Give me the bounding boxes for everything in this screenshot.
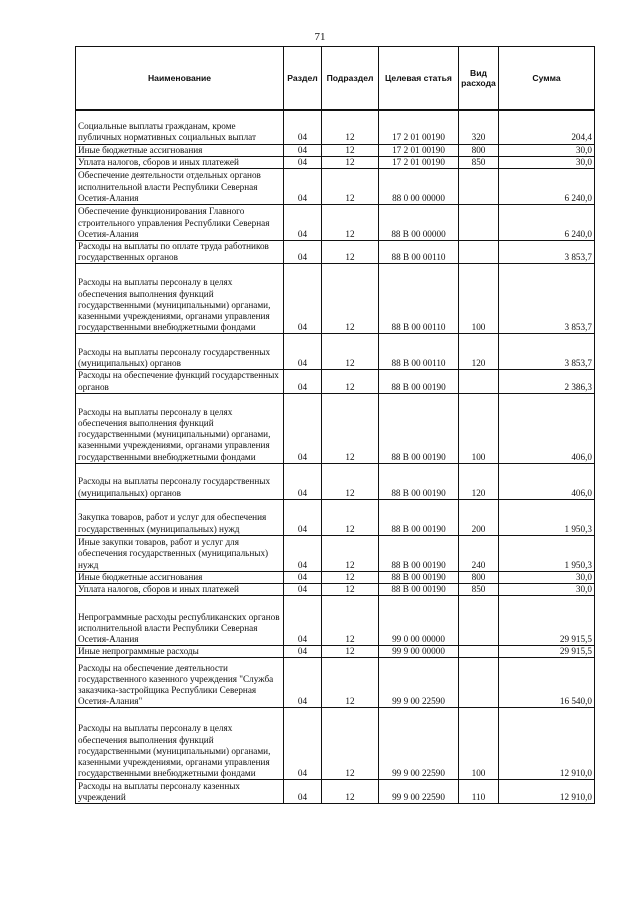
row-amount: 6 240,0	[499, 168, 595, 204]
row-target: 88 В 00 00190	[379, 535, 459, 571]
row-target: 88 В 00 00190	[379, 583, 459, 595]
row-name: Иные непрограммные расходы	[76, 646, 284, 658]
row-name: Расходы на выплаты персоналу в целях обеспечения выполнения функций государственными (муниципальными) органами, казенными учреждениями, органами управления государственными внебюджетными фондами	[76, 708, 284, 780]
table-row	[76, 596, 595, 646]
row-subsection: 12	[322, 646, 379, 658]
table-body	[76, 110, 595, 804]
budget-table	[75, 46, 595, 804]
row-amount: 204,4	[499, 110, 595, 144]
row-section: 04	[284, 463, 322, 499]
row-kind	[459, 370, 499, 393]
row-name: Расходы на обеспечение функций государственных органов	[76, 370, 284, 393]
row-amount: 29 915,5	[499, 596, 595, 646]
row-section: 04	[284, 240, 322, 263]
table-row	[76, 156, 595, 168]
table-row	[76, 110, 595, 144]
row-kind: 110	[459, 780, 499, 804]
row-target: 17 2 01 00190	[379, 144, 459, 156]
row-name: Расходы на выплаты персоналу в целях обеспечения выполнения функций государственными (муниципальными) органами, казенными учреждениями, органами управления государственными внебюджетными фондами	[76, 264, 284, 334]
row-amount: 3 853,7	[499, 240, 595, 263]
row-kind: 850	[459, 156, 499, 168]
table-row	[76, 204, 595, 240]
row-subsection: 12	[322, 370, 379, 393]
row-name: Непрограммные расходы республиканских органов исполнительной власти Республики Северная Осетия-Алания	[76, 596, 284, 646]
row-section: 04	[284, 780, 322, 804]
header-section: Раздел	[284, 47, 322, 111]
row-target: 88 В 00 00190	[379, 370, 459, 393]
table-row	[76, 583, 595, 595]
row-subsection: 12	[322, 393, 379, 463]
row-target: 88 В 00 00190	[379, 571, 459, 583]
row-target: 88 В 00 00000	[379, 204, 459, 240]
row-subsection: 12	[322, 708, 379, 780]
row-subsection: 12	[322, 110, 379, 144]
table-row	[76, 658, 595, 708]
row-name: Уплата налогов, сборов и иных платежей	[76, 156, 284, 168]
header-target: Целевая статья	[379, 47, 459, 111]
row-section: 04	[284, 264, 322, 334]
row-kind	[459, 168, 499, 204]
row-kind: 100	[459, 264, 499, 334]
row-kind: 800	[459, 144, 499, 156]
row-name: Обеспечение функционирования Главного строительного управления Республики Северная Осетия-Алания	[76, 204, 284, 240]
row-subsection: 12	[322, 156, 379, 168]
row-section: 04	[284, 370, 322, 393]
table-row	[76, 168, 595, 204]
row-name: Расходы на обеспечение деятельности государственного казенного учреждения "Служба заказчика-застройщика Республики Северная Осетия-Алания"	[76, 658, 284, 708]
row-section: 04	[284, 204, 322, 240]
row-target: 88 В 00 00190	[379, 499, 459, 535]
row-section: 04	[284, 658, 322, 708]
row-name: Уплата налогов, сборов и иных платежей	[76, 583, 284, 595]
table-row	[76, 499, 595, 535]
row-name: Расходы на выплаты персоналу в целях обеспечения выполнения функций государственными (муниципальными) органами, казенными учреждениями, органами управления государственными внебюджетными фондами	[76, 393, 284, 463]
row-target: 88 В 00 00110	[379, 264, 459, 334]
row-kind	[459, 596, 499, 646]
row-name: Иные закупки товаров, работ и услуг для обеспечения государственных (муниципальных) нужд	[76, 535, 284, 571]
header-kind: Вид расхода	[459, 47, 499, 111]
row-kind: 100	[459, 393, 499, 463]
row-subsection: 12	[322, 780, 379, 804]
row-name: Расходы на выплаты по оплате труда работников государственных органов	[76, 240, 284, 263]
table-row	[76, 240, 595, 263]
row-name: Обеспечение деятельности отдельных органов исполнительной власти Республики Северная Осетия-Алания	[76, 168, 284, 204]
row-target: 17 2 01 00190	[379, 110, 459, 144]
row-subsection: 12	[322, 583, 379, 595]
table-row	[76, 144, 595, 156]
row-section: 04	[284, 571, 322, 583]
row-amount: 30,0	[499, 571, 595, 583]
row-section: 04	[284, 393, 322, 463]
row-section: 04	[284, 156, 322, 168]
row-subsection: 12	[322, 596, 379, 646]
row-section: 04	[284, 535, 322, 571]
row-section: 04	[284, 110, 322, 144]
table-row	[76, 646, 595, 658]
row-amount: 2 386,3	[499, 370, 595, 393]
row-amount: 6 240,0	[499, 204, 595, 240]
row-amount: 12 910,0	[499, 780, 595, 804]
table-header-row	[76, 47, 595, 111]
row-section: 04	[284, 144, 322, 156]
row-subsection: 12	[322, 463, 379, 499]
row-subsection: 12	[322, 499, 379, 535]
page-number: 71	[314, 31, 326, 43]
row-target: 99 9 00 00000	[379, 646, 459, 658]
header-name: Наименование	[76, 47, 284, 111]
row-amount: 29 915,5	[499, 646, 595, 658]
row-subsection: 12	[322, 658, 379, 708]
row-section: 04	[284, 708, 322, 780]
row-kind: 120	[459, 334, 499, 370]
row-amount: 406,0	[499, 393, 595, 463]
row-amount: 30,0	[499, 583, 595, 595]
table-row	[76, 463, 595, 499]
row-subsection: 12	[322, 571, 379, 583]
row-amount: 30,0	[499, 156, 595, 168]
row-target: 99 9 00 22590	[379, 780, 459, 804]
row-kind: 850	[459, 583, 499, 595]
row-section: 04	[284, 168, 322, 204]
row-target: 17 2 01 00190	[379, 156, 459, 168]
header-subsection: Подраздел	[322, 47, 379, 111]
row-amount: 30,0	[499, 144, 595, 156]
row-kind: 200	[459, 499, 499, 535]
row-target: 99 0 00 00000	[379, 596, 459, 646]
table-row	[76, 264, 595, 334]
row-kind: 320	[459, 110, 499, 144]
row-target: 88 В 00 00110	[379, 334, 459, 370]
row-target: 88 0 00 00000	[379, 168, 459, 204]
row-amount: 12 910,0	[499, 708, 595, 780]
row-name: Иные бюджетные ассигнования	[76, 571, 284, 583]
row-kind: 800	[459, 571, 499, 583]
row-kind: 100	[459, 708, 499, 780]
row-kind: 120	[459, 463, 499, 499]
row-kind	[459, 658, 499, 708]
table-row	[76, 780, 595, 804]
row-subsection: 12	[322, 240, 379, 263]
row-section: 04	[284, 334, 322, 370]
table-row	[76, 393, 595, 463]
row-subsection: 12	[322, 264, 379, 334]
row-amount: 1 950,3	[499, 499, 595, 535]
table-row	[76, 708, 595, 780]
row-target: 88 В 00 00190	[379, 463, 459, 499]
row-kind	[459, 204, 499, 240]
row-subsection: 12	[322, 168, 379, 204]
row-target: 88 В 00 00190	[379, 393, 459, 463]
header-amount: Сумма	[499, 47, 595, 111]
row-target: 88 В 00 00110	[379, 240, 459, 263]
row-name: Закупка товаров, работ и услуг для обеспечения государственных (муниципальных) нужд	[76, 499, 284, 535]
row-subsection: 12	[322, 535, 379, 571]
row-amount: 3 853,7	[499, 334, 595, 370]
row-name: Расходы на выплаты персоналу государственных (муниципальных) органов	[76, 334, 284, 370]
row-subsection: 12	[322, 144, 379, 156]
row-target: 99 9 00 22590	[379, 658, 459, 708]
row-kind	[459, 646, 499, 658]
table-row	[76, 571, 595, 583]
table-row	[76, 535, 595, 571]
table-row	[76, 334, 595, 370]
row-section: 04	[284, 583, 322, 595]
row-kind	[459, 240, 499, 263]
row-subsection: 12	[322, 204, 379, 240]
row-kind: 240	[459, 535, 499, 571]
row-name: Социальные выплаты гражданам, кроме публичных нормативных социальных выплат	[76, 110, 284, 144]
row-section: 04	[284, 499, 322, 535]
row-name: Расходы на выплаты персоналу казенных учреждений	[76, 780, 284, 804]
row-target: 99 9 00 22590	[379, 708, 459, 780]
table-row	[76, 370, 595, 393]
row-section: 04	[284, 596, 322, 646]
row-name: Иные бюджетные ассигнования	[76, 144, 284, 156]
row-section: 04	[284, 646, 322, 658]
row-amount: 3 853,7	[499, 264, 595, 334]
row-amount: 16 540,0	[499, 658, 595, 708]
row-amount: 1 950,3	[499, 535, 595, 571]
row-amount: 406,0	[499, 463, 595, 499]
row-name: Расходы на выплаты персоналу государственных (муниципальных) органов	[76, 463, 284, 499]
row-subsection: 12	[322, 334, 379, 370]
